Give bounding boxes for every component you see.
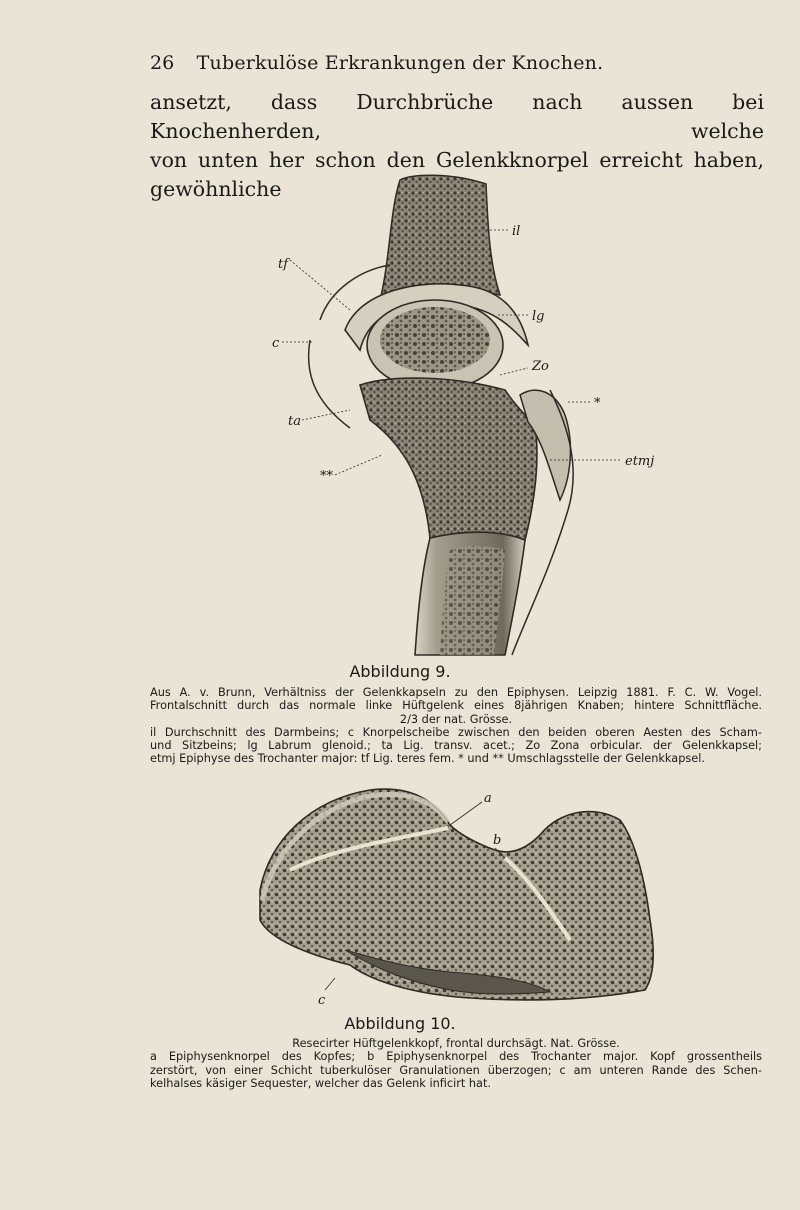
- fig9-label-etmj: etmj: [625, 454, 655, 469]
- fig9-label-lg: lg: [532, 309, 545, 324]
- fig10-label-c: c: [318, 993, 326, 1008]
- page-header: [0, 52, 800, 76]
- fig9-label-double-star: **: [320, 469, 333, 484]
- figure-9-caption: [150, 686, 762, 766]
- figure-10-title: Abbildung 10.: [344, 1014, 456, 1033]
- caption-line: etmj Epiphyse des Trochanter major: tf Lig. teres fem. * und ** Umschlagsstelle der Gelenkkapsel.: [150, 752, 705, 766]
- body-line: von unten her schon den Gelenkknorpel erreicht haben, gewöhnliche: [150, 148, 764, 201]
- fig9-label-il: il: [512, 224, 521, 239]
- figure-9-title: Abbildung 9.: [349, 662, 451, 681]
- fig10-label-b: b: [493, 833, 502, 848]
- figure-10-caption: [150, 1037, 762, 1090]
- figure-9-hip-joint-illustration: [250, 170, 655, 660]
- caption-line: 2/3 der nat. Grösse.: [399, 712, 513, 726]
- body-line: ansetzt, dass Durchbrüche nach aussen bei Knochenherden, welche: [150, 90, 764, 143]
- page-number: 26: [150, 52, 175, 74]
- figure-10-femoral-head-illustration: [250, 780, 670, 1010]
- caption-line: il Durchschnitt des Darmbeins; c Knorpelscheibe zwischen den beiden oberen Aesten des Scham-: [150, 725, 762, 739]
- fig10-label-a: a: [484, 791, 492, 806]
- caption-line: zerstört, von einer Schicht tuberkulöser Granulationen überzogen; c am unteren Rande des Schen-: [150, 1063, 762, 1077]
- fig9-label-star: *: [594, 396, 601, 411]
- caption-line: und Sitzbeins; lg Labrum glenoid.; ta Lig. transv. acet.; Zo Zona orbicular. der Gelenkkapsel;: [150, 739, 762, 753]
- caption-line: Frontalschnitt durch das normale linke Hüftgelenk eines 8jährigen Knaben; hintere Schnittfläche.: [150, 699, 762, 713]
- caption-line: Resecirter Hüftgelenkkopf, frontal durchsägt. Nat. Grösse.: [292, 1037, 620, 1050]
- fig9-label-c: c: [272, 336, 280, 351]
- fig9-label-ta: ta: [288, 414, 301, 429]
- fig9-label-tf: tf: [278, 257, 289, 272]
- fig9-label-zo: Zo: [532, 359, 549, 374]
- running-title: Tuberkulöse Erkrankungen der Knochen.: [196, 52, 604, 74]
- caption-line: kelhalses käsiger Sequester, welcher das Gelenk inficirt hat.: [150, 1076, 491, 1090]
- caption-line: a Epiphysenknorpel des Kopfes; b Epiphysenknorpel des Trochanter major. Kopf grossentheils: [150, 1050, 762, 1064]
- caption-line: Aus A. v. Brunn, Verhältniss der Gelenkkapseln zu den Epiphysen. Leipzig 1881. F. C. W. Vogel.: [150, 686, 762, 699]
